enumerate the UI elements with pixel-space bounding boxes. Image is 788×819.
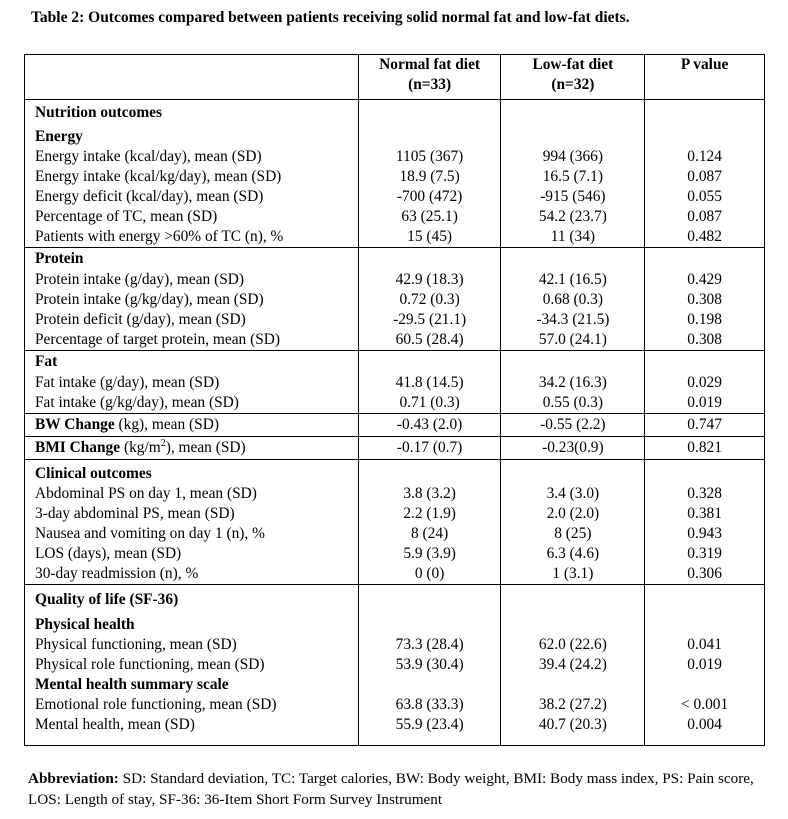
row-label: Physical functioning, mean (SD)	[25, 635, 359, 655]
row-label: 3-day abdominal PS, mean (SD)	[25, 504, 359, 524]
normal-fat-value: 18.9 (7.5)	[358, 167, 501, 187]
row-label: Physical role functioning, mean (SD)	[25, 655, 359, 675]
low-fat-value: 0.68 (0.3)	[501, 290, 645, 310]
table-row	[25, 715, 765, 746]
footnote-text: SD: Standard deviation, TC: Target calories, BW: Body weight, BMI: Body mass index, PS: Pain score, LOS: Length of stay, SF-36: 36-Item Short Form Survey Instrument	[28, 770, 754, 808]
low-fat-value: 994 (366)	[501, 147, 645, 167]
table-row	[25, 207, 765, 227]
p-value: 0.306	[645, 564, 765, 585]
low-fat-value: 40.7 (20.3)	[501, 715, 645, 746]
row-label: LOS (days), mean (SD)	[25, 544, 359, 564]
p-value: 0.087	[645, 167, 765, 187]
normal-fat-value: 63.8 (33.3)	[358, 695, 501, 715]
p-value: 0.429	[645, 269, 765, 290]
table-row	[25, 635, 765, 655]
p-value: 0.328	[645, 484, 765, 504]
low-fat-value: -0.23(0.9)	[501, 437, 645, 460]
table-row	[25, 695, 765, 715]
p-value: 0.029	[645, 372, 765, 393]
normal-fat-value: 63 (25.1)	[358, 207, 501, 227]
p-value: 0.004	[645, 715, 765, 746]
normal-fat-value: 73.3 (28.4)	[358, 635, 501, 655]
table-row	[25, 393, 765, 414]
table-row	[25, 187, 765, 207]
normal-fat-value: 0.72 (0.3)	[358, 290, 501, 310]
low-fat-value: 3.4 (3.0)	[501, 484, 645, 504]
subsection-protein-title: Protein	[25, 248, 359, 270]
row-label: Percentage of target protein, mean (SD)	[25, 330, 359, 351]
normal-fat-value: 0.71 (0.3)	[358, 393, 501, 414]
p-value: 0.747	[645, 414, 765, 437]
p-value: 0.308	[645, 330, 765, 351]
table-row	[25, 372, 765, 393]
low-fat-value: 38.2 (27.2)	[501, 695, 645, 715]
p-value: 0.821	[645, 437, 765, 460]
header-low-fat: Low-fat diet (n=32)	[501, 55, 645, 100]
low-fat-value: 62.0 (22.6)	[501, 635, 645, 655]
normal-fat-value: 0 (0)	[358, 564, 501, 585]
table-row	[25, 524, 765, 544]
row-label: Protein deficit (g/day), mean (SD)	[25, 310, 359, 330]
normal-fat-value: 60.5 (28.4)	[358, 330, 501, 351]
low-fat-value: 54.2 (23.7)	[501, 207, 645, 227]
subsection-physical	[25, 610, 765, 635]
section-clinical	[25, 460, 765, 485]
row-label: Emotional role functioning, mean (SD)	[25, 695, 359, 715]
subsection-mental	[25, 675, 765, 695]
normal-fat-value: 42.9 (18.3)	[358, 269, 501, 290]
normal-fat-value: -0.17 (0.7)	[358, 437, 501, 460]
normal-fat-value: 3.8 (3.2)	[358, 484, 501, 504]
subsection-protein	[25, 248, 765, 270]
low-fat-value: 0.55 (0.3)	[501, 393, 645, 414]
p-value: 0.124	[645, 147, 765, 167]
p-value: 0.308	[645, 290, 765, 310]
subsection-energy	[25, 123, 765, 147]
p-value: 0.943	[645, 524, 765, 544]
table-row	[25, 564, 765, 585]
p-value: 0.041	[645, 635, 765, 655]
section-title: Nutrition outcomes	[25, 100, 359, 124]
normal-fat-value: 8 (24)	[358, 524, 501, 544]
low-fat-value: -915 (546)	[501, 187, 645, 207]
low-fat-value: 2.0 (2.0)	[501, 504, 645, 524]
normal-fat-value: 5.9 (3.9)	[358, 544, 501, 564]
subsection-mental-title: Mental health summary scale	[25, 675, 359, 695]
row-label: BMI Change $(kg/m^2)$, mean (SD)	[25, 437, 359, 460]
low-fat-value: 11 (34)	[501, 227, 645, 248]
header-row	[25, 55, 765, 100]
row-label: Patients with energy >60% of TC (n), %	[25, 227, 359, 248]
p-value: 0.198	[645, 310, 765, 330]
footnote	[28, 768, 768, 810]
table-row	[25, 484, 765, 504]
header-normal-fat: Normal fat diet (n=33)	[358, 55, 501, 100]
row-label: BW Change (kg), mean (SD)	[25, 414, 359, 437]
p-value: 0.055	[645, 187, 765, 207]
low-fat-value: 8 (25)	[501, 524, 645, 544]
p-value: 0.381	[645, 504, 765, 524]
table-caption: Table 2: Outcomes compared between patients receiving solid normal fat and low-fat diets.	[31, 9, 630, 26]
table-row	[25, 167, 765, 187]
row-label: Energy intake (kcal/kg/day), mean (SD)	[25, 167, 359, 187]
table-row	[25, 330, 765, 351]
row-label: Protein intake (g/day), mean (SD)	[25, 269, 359, 290]
normal-fat-value: -29.5 (21.1)	[358, 310, 501, 330]
section-nutrition	[25, 100, 765, 124]
normal-fat-value: 2.2 (1.9)	[358, 504, 501, 524]
section-clinical-title: Clinical outcomes	[25, 460, 359, 485]
low-fat-value: 1 (3.1)	[501, 564, 645, 585]
subsection-fat-title: Fat	[25, 351, 359, 373]
footnote-label: Abbreviation:	[28, 770, 119, 787]
normal-fat-value: 1105 (367)	[358, 147, 501, 167]
low-fat-value: 39.4 (24.2)	[501, 655, 645, 675]
section-qol	[25, 585, 765, 611]
table-row	[25, 544, 765, 564]
row-label: 30-day readmission (n), %	[25, 564, 359, 585]
header-p-value: P value	[645, 55, 765, 100]
p-value: 0.482	[645, 227, 765, 248]
row-label: Mental health, mean (SD)	[25, 715, 359, 746]
low-fat-value: 6.3 (4.6)	[501, 544, 645, 564]
normal-fat-value: 55.9 (23.4)	[358, 715, 501, 746]
table-row	[25, 227, 765, 248]
row-label: Fat intake (g/day), mean (SD)	[25, 372, 359, 393]
low-fat-value: -34.3 (21.5)	[501, 310, 645, 330]
p-value: 0.019	[645, 655, 765, 675]
normal-fat-value: 41.8 (14.5)	[358, 372, 501, 393]
row-label: Percentage of TC, mean (SD)	[25, 207, 359, 227]
row-label: Nausea and vomiting on day 1 (n), %	[25, 524, 359, 544]
normal-fat-value: 53.9 (30.4)	[358, 655, 501, 675]
row-label: Energy deficit (kcal/day), mean (SD)	[25, 187, 359, 207]
p-value: 0.087	[645, 207, 765, 227]
row-label: Energy intake (kcal/day), mean (SD)	[25, 147, 359, 167]
outcomes-table	[24, 54, 765, 746]
row-label: Abdominal PS on day 1, mean (SD)	[25, 484, 359, 504]
low-fat-value: 34.2 (16.3)	[501, 372, 645, 393]
table-row	[25, 504, 765, 524]
low-fat-value: 16.5 (7.1)	[501, 167, 645, 187]
p-value: 0.019	[645, 393, 765, 414]
table-row	[25, 269, 765, 290]
header-empty	[25, 55, 359, 100]
row-label: Protein intake (g/kg/day), mean (SD)	[25, 290, 359, 310]
bw-row	[25, 414, 765, 437]
bmi-row	[25, 437, 765, 460]
subsection-physical-title: Physical health	[25, 610, 359, 635]
table-row	[25, 310, 765, 330]
p-value: 0.319	[645, 544, 765, 564]
table-row	[25, 290, 765, 310]
table-row	[25, 655, 765, 675]
low-fat-value: 57.0 (24.1)	[501, 330, 645, 351]
row-label: Fat intake (g/kg/day), mean (SD)	[25, 393, 359, 414]
normal-fat-value: -0.43 (2.0)	[358, 414, 501, 437]
subsection-title: Energy	[25, 123, 359, 147]
low-fat-value: 42.1 (16.5)	[501, 269, 645, 290]
subsection-fat	[25, 351, 765, 373]
normal-fat-value: 15 (45)	[358, 227, 501, 248]
table-row	[25, 147, 765, 167]
section-qol-title: Quality of life (SF-36)	[25, 585, 359, 611]
normal-fat-value: -700 (472)	[358, 187, 501, 207]
p-value: < 0.001	[645, 695, 765, 715]
low-fat-value: -0.55 (2.2)	[501, 414, 645, 437]
